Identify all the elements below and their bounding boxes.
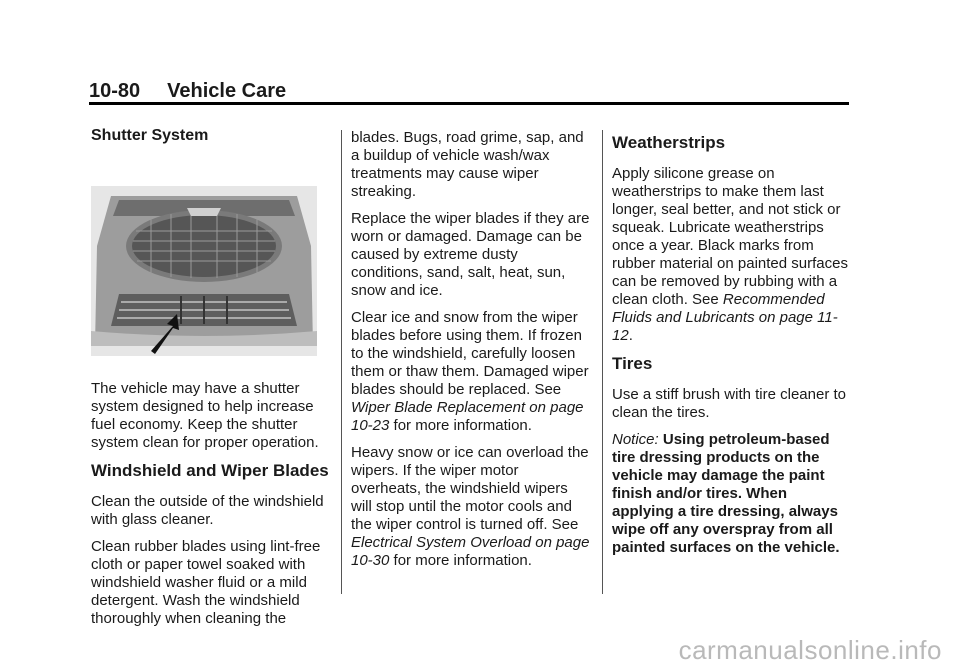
wiper-blade-replacement-link[interactable]: Wiper Blade Replacement on page 10-23 — [351, 399, 584, 434]
electrical-overload-link[interactable]: Electrical System Overload on page 10-30 — [351, 534, 590, 569]
tires-paragraph: Use a stiff brush with tire cleaner to clean the tires. — [612, 386, 846, 421]
shutter-paragraph: The vehicle may have a shutter system designed to help increase fuel economy. Keep the shutter system clean for proper operation. — [91, 380, 319, 451]
wiper-paragraph-4-tail: for more information. — [389, 552, 532, 569]
wiper-paragraph-4-text: Heavy snow or ice can overload the wipers. If the wiper motor overheats, the windshield wipers will stop until the motor cools and the wiper control is turned off. See — [351, 444, 589, 533]
column-3 — [612, 129, 852, 566]
wiper-paragraph-1: blades. Bugs, road grime, sap, and a buildup of vehicle wash/wax treatments may cause wiper streaking. — [351, 129, 584, 200]
wiper-paragraph-3-text: Clear ice and snow from the wiper blades before using them. If frozen to the windshield, carefully loosen them or thaw them. Damaged wiper blades should be replaced. See — [351, 309, 589, 398]
heading-windshield-wiper: Windshield and Wiper Blades — [91, 461, 329, 480]
chapter-title: Vehicle Care — [167, 80, 287, 102]
wiper-paragraph-2: Replace the wiper blades if they are worn or damaged. Damage can be caused by extreme dusty conditions, sand, salt, heat, sun, snow and ice. — [351, 210, 590, 299]
tires-notice — [612, 431, 852, 557]
grille-drawing — [91, 186, 317, 356]
page-header — [89, 80, 849, 103]
weatherstrips-paragraph — [612, 165, 852, 345]
watermark: carmanualsonline.info — [678, 635, 942, 665]
wiper-paragraph-4 — [351, 444, 591, 570]
windshield-paragraph-2: Clean rubber blades using lint-free cloth or paper towel soaked with windshield washer fluid or a mild detergent. Wash the windshield thoroughly when cleaning the — [91, 538, 321, 627]
column-1 — [91, 126, 331, 637]
notice-label: Notice: — [612, 431, 659, 448]
fluids-lubricants-link[interactable]: Recommended Fluids and Lubricants on page 11-12 — [612, 291, 838, 344]
car-front-grille-illustration — [91, 186, 317, 356]
page-number: 10-80 — [89, 80, 141, 102]
column-divider-1 — [341, 130, 342, 594]
column-divider-2 — [602, 130, 603, 594]
wiper-paragraph-3 — [351, 309, 591, 435]
column-2 — [351, 129, 591, 579]
heading-tires: Tires — [612, 354, 653, 373]
weatherstrips-tail: . — [628, 327, 633, 344]
heading-weatherstrips: Weatherstrips — [612, 133, 726, 152]
header-rule — [89, 102, 849, 105]
heading-shutter-system: Shutter System — [91, 127, 209, 144]
windshield-paragraph-1: Clean the outside of the windshield with glass cleaner. — [91, 493, 324, 528]
weatherstrips-text: Apply silicone grease on weatherstrips to make them last longer, seal better, and not stick or squeak. Lubricate weatherstrips once a year. Black marks from rubber material on painted surfaces can be removed by rubbing with a clean cloth. See — [612, 165, 848, 308]
notice-text: Using petroleum-based tire dressing products on the vehicle may damage the paint finish and/or tires. When applying a tire dressing, always wipe off any overspray from all painted surfaces on the vehicle. — [612, 431, 840, 556]
wiper-paragraph-3-tail: for more information. — [389, 417, 532, 434]
